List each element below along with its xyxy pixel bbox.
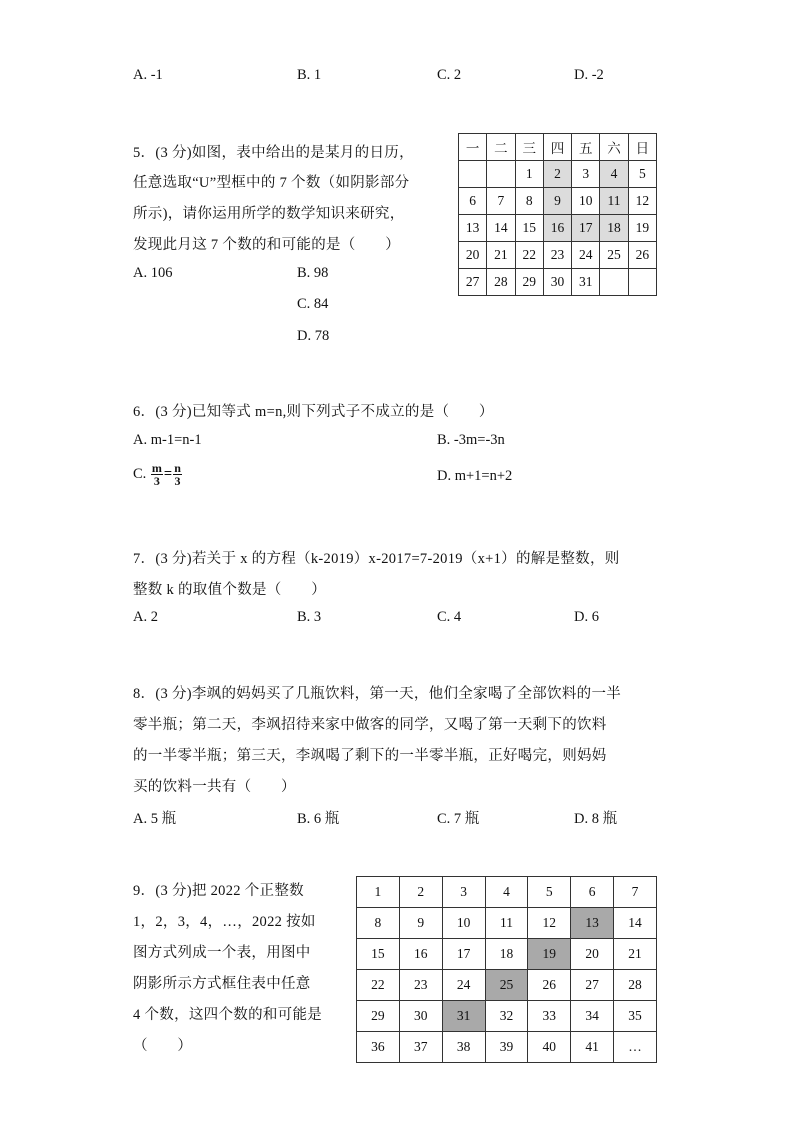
grid-number-cell: 33 <box>528 1001 571 1032</box>
weekday-header-cell: 六 <box>600 134 628 161</box>
q8-stem-line-2: 零半瓶；第二天，李飒招待来家中做客的同学，又喝了第一天剩下的饮料 <box>133 717 607 733</box>
calendar-day-cell: 11 <box>600 188 628 215</box>
grid-number-cell: 32 <box>485 1001 528 1032</box>
q8-stem-line-1: 8．(3 分)李飒的妈妈买了几瓶饮料，第一天，他们全家喝了全部饮料的一半 <box>133 686 622 702</box>
fraction-denominator: 3 <box>153 474 160 488</box>
grid-number-cell: 35 <box>614 1001 657 1032</box>
q5-stem-line-4: 发现此月这 7 个数的和可能的是（ ） <box>133 237 400 253</box>
grid-number-cell: 31 <box>442 1001 485 1032</box>
weekday-header-cell: 四 <box>543 134 571 161</box>
calendar-day-cell: 14 <box>487 215 515 242</box>
grid-number-cell: 9 <box>399 908 442 939</box>
q7-stem-line-1: 7．(3 分)若关于 x 的方程（k-2019）x-2017=7-2019（x+1）的解是整数，则 <box>133 551 620 567</box>
weekday-header-cell: 五 <box>572 134 600 161</box>
calendar-week-row <box>459 188 657 215</box>
calendar-day-cell: 21 <box>487 242 515 269</box>
calendar-day-cell: 17 <box>572 215 600 242</box>
grid-number-cell: 22 <box>357 970 400 1001</box>
grid-number-cell: 25 <box>485 970 528 1001</box>
calendar-week-row <box>459 269 657 296</box>
calendar-day-cell: 1 <box>515 161 543 188</box>
grid-number-cell: 29 <box>357 1001 400 1032</box>
q6-option-b: B. -3m=-3n <box>437 432 505 448</box>
q5-stem-line-1: 5．(3 分)如图，表中给出的是某月的日历， <box>133 145 414 161</box>
calendar-day-cell <box>487 161 515 188</box>
grid-number-cell: 18 <box>485 939 528 970</box>
grid-number-cell: 41 <box>571 1032 614 1063</box>
q6-option-a: A. m-1=n-1 <box>133 432 202 448</box>
grid-number-cell: 5 <box>528 877 571 908</box>
grid-number-cell: 10 <box>442 908 485 939</box>
fraction-n-over-3 <box>173 462 182 487</box>
calendar-day-cell: 4 <box>600 161 628 188</box>
q8-option-c: C. 7 瓶 <box>437 811 480 827</box>
grid-number-cell: 39 <box>485 1032 528 1063</box>
q7-option-b: B. 3 <box>297 609 322 625</box>
calendar-day-cell <box>600 269 628 296</box>
grid-row <box>357 877 657 908</box>
q5-stem-line-3: 所示)，请你运用所学的数学知识来研究， <box>133 206 405 222</box>
q6-option-d: D. m+1=n+2 <box>437 468 513 484</box>
q9-stem-line-2: 1，2，3，4，…，2022 按如 <box>133 914 316 930</box>
q9-stem-line-6: （ ） <box>133 1038 193 1054</box>
grid-number-cell: 12 <box>528 908 571 939</box>
weekday-header-cell: 三 <box>515 134 543 161</box>
grid-number-cell: 1 <box>357 877 400 908</box>
grid-number-cell: 36 <box>357 1032 400 1063</box>
q7-option-d: D. 6 <box>574 609 599 625</box>
grid-number-cell: 2 <box>399 877 442 908</box>
grid-number-cell: 37 <box>399 1032 442 1063</box>
fraction-numerator: m <box>151 461 162 475</box>
q8-option-b: B. 6 瓶 <box>297 811 340 827</box>
q7-stem-line-2: 整数 k 的取值个数是（ ） <box>133 582 326 598</box>
calendar-day-cell <box>459 161 487 188</box>
q5-option-a: A. 106 <box>133 265 173 281</box>
grid-number-cell: 38 <box>442 1032 485 1063</box>
grid-number-cell: 19 <box>528 939 571 970</box>
calendar-day-cell: 26 <box>628 242 656 269</box>
grid-number-cell: 30 <box>399 1001 442 1032</box>
grid-number-cell: 6 <box>571 877 614 908</box>
grid-number-cell: 4 <box>485 877 528 908</box>
grid-number-cell: 17 <box>442 939 485 970</box>
grid-row <box>357 970 657 1001</box>
q9-stem-line-5: 4 个数，这四个数的和可能是 <box>133 1007 323 1023</box>
q8-option-a: A. 5 瓶 <box>133 811 177 827</box>
calendar-table <box>458 133 657 296</box>
q6-stem: 6．(3 分)已知等式 m=n,则下列式子不成立的是（ ） <box>133 404 494 420</box>
weekday-header-cell: 二 <box>487 134 515 161</box>
grid-row <box>357 1001 657 1032</box>
calendar-day-cell: 31 <box>572 269 600 296</box>
calendar-header-row <box>459 134 657 161</box>
grid-number-cell: 40 <box>528 1032 571 1063</box>
calendar-day-cell: 19 <box>628 215 656 242</box>
q7-option-a: A. 2 <box>133 609 158 625</box>
calendar-day-cell: 8 <box>515 188 543 215</box>
calendar-day-cell: 18 <box>600 215 628 242</box>
q5-option-c: C. 84 <box>297 296 329 312</box>
calendar-day-cell: 22 <box>515 242 543 269</box>
calendar-day-cell: 5 <box>628 161 656 188</box>
calendar-day-cell <box>628 269 656 296</box>
number-grid-table <box>356 876 657 1063</box>
calendar-day-cell: 7 <box>487 188 515 215</box>
grid-number-cell: 28 <box>614 970 657 1001</box>
calendar-day-cell: 15 <box>515 215 543 242</box>
q6-option-c <box>133 462 183 487</box>
fraction-m-over-3 <box>151 462 163 487</box>
calendar-day-cell: 10 <box>572 188 600 215</box>
q5-option-b: B. 98 <box>297 265 329 281</box>
q8-option-d: D. 8 瓶 <box>574 811 618 827</box>
grid-number-cell: 15 <box>357 939 400 970</box>
weekday-header-cell: 一 <box>459 134 487 161</box>
q8-stem-line-3: 的一半零半瓶；第三天，李飒喝了剩下的一半零半瓶，正好喝完，则妈妈 <box>133 748 607 764</box>
calendar-day-cell: 25 <box>600 242 628 269</box>
q4-option-d: D. -2 <box>574 67 604 83</box>
grid-number-cell: … <box>614 1032 657 1063</box>
calendar-day-cell: 12 <box>628 188 656 215</box>
grid-row <box>357 908 657 939</box>
grid-row <box>357 1032 657 1063</box>
calendar-day-cell: 27 <box>459 269 487 296</box>
q5-option-d: D. 78 <box>297 328 330 344</box>
grid-number-cell: 23 <box>399 970 442 1001</box>
q9-stem-line-4: 阴影所示方式框住表中任意 <box>133 976 311 992</box>
calendar-day-cell: 6 <box>459 188 487 215</box>
calendar-day-cell: 2 <box>543 161 571 188</box>
equals-sign: = <box>163 465 173 482</box>
q4-option-c: C. 2 <box>437 67 462 83</box>
grid-number-cell: 11 <box>485 908 528 939</box>
calendar-day-cell: 9 <box>543 188 571 215</box>
fraction-denominator: 3 <box>174 474 181 488</box>
grid-number-cell: 26 <box>528 970 571 1001</box>
calendar-day-cell: 29 <box>515 269 543 296</box>
grid-number-cell: 34 <box>571 1001 614 1032</box>
grid-number-cell: 3 <box>442 877 485 908</box>
fraction-numerator: n <box>174 461 181 475</box>
calendar-week-row <box>459 161 657 188</box>
q8-stem-line-4: 买的饮料一共有（ ） <box>133 779 296 795</box>
q9-stem-line-3: 图方式列成一个表，用图中 <box>133 945 311 961</box>
q6-option-c-label: C. <box>133 465 147 482</box>
grid-number-cell: 14 <box>614 908 657 939</box>
grid-number-cell: 20 <box>571 939 614 970</box>
calendar-day-cell: 3 <box>572 161 600 188</box>
grid-number-cell: 13 <box>571 908 614 939</box>
calendar-day-cell: 20 <box>459 242 487 269</box>
grid-number-cell: 7 <box>614 877 657 908</box>
grid-number-cell: 27 <box>571 970 614 1001</box>
calendar-day-cell: 28 <box>487 269 515 296</box>
calendar-week-row <box>459 242 657 269</box>
grid-number-cell: 16 <box>399 939 442 970</box>
grid-number-cell: 24 <box>442 970 485 1001</box>
grid-row <box>357 939 657 970</box>
grid-number-cell: 8 <box>357 908 400 939</box>
calendar-day-cell: 30 <box>543 269 571 296</box>
grid-number-cell: 21 <box>614 939 657 970</box>
q4-option-a: A. -1 <box>133 67 163 83</box>
calendar-day-cell: 13 <box>459 215 487 242</box>
q9-stem-line-1: 9．(3 分)把 2022 个正整数 <box>133 883 304 899</box>
q5-stem-line-2: 任意选取“U”型框中的 7 个数（如阴影部分 <box>133 175 410 191</box>
calendar-day-cell: 24 <box>572 242 600 269</box>
weekday-header-cell: 日 <box>628 134 656 161</box>
calendar-week-row <box>459 215 657 242</box>
calendar-day-cell: 23 <box>543 242 571 269</box>
calendar-day-cell: 16 <box>543 215 571 242</box>
q7-option-c: C. 4 <box>437 609 462 625</box>
q4-option-b: B. 1 <box>297 67 322 83</box>
